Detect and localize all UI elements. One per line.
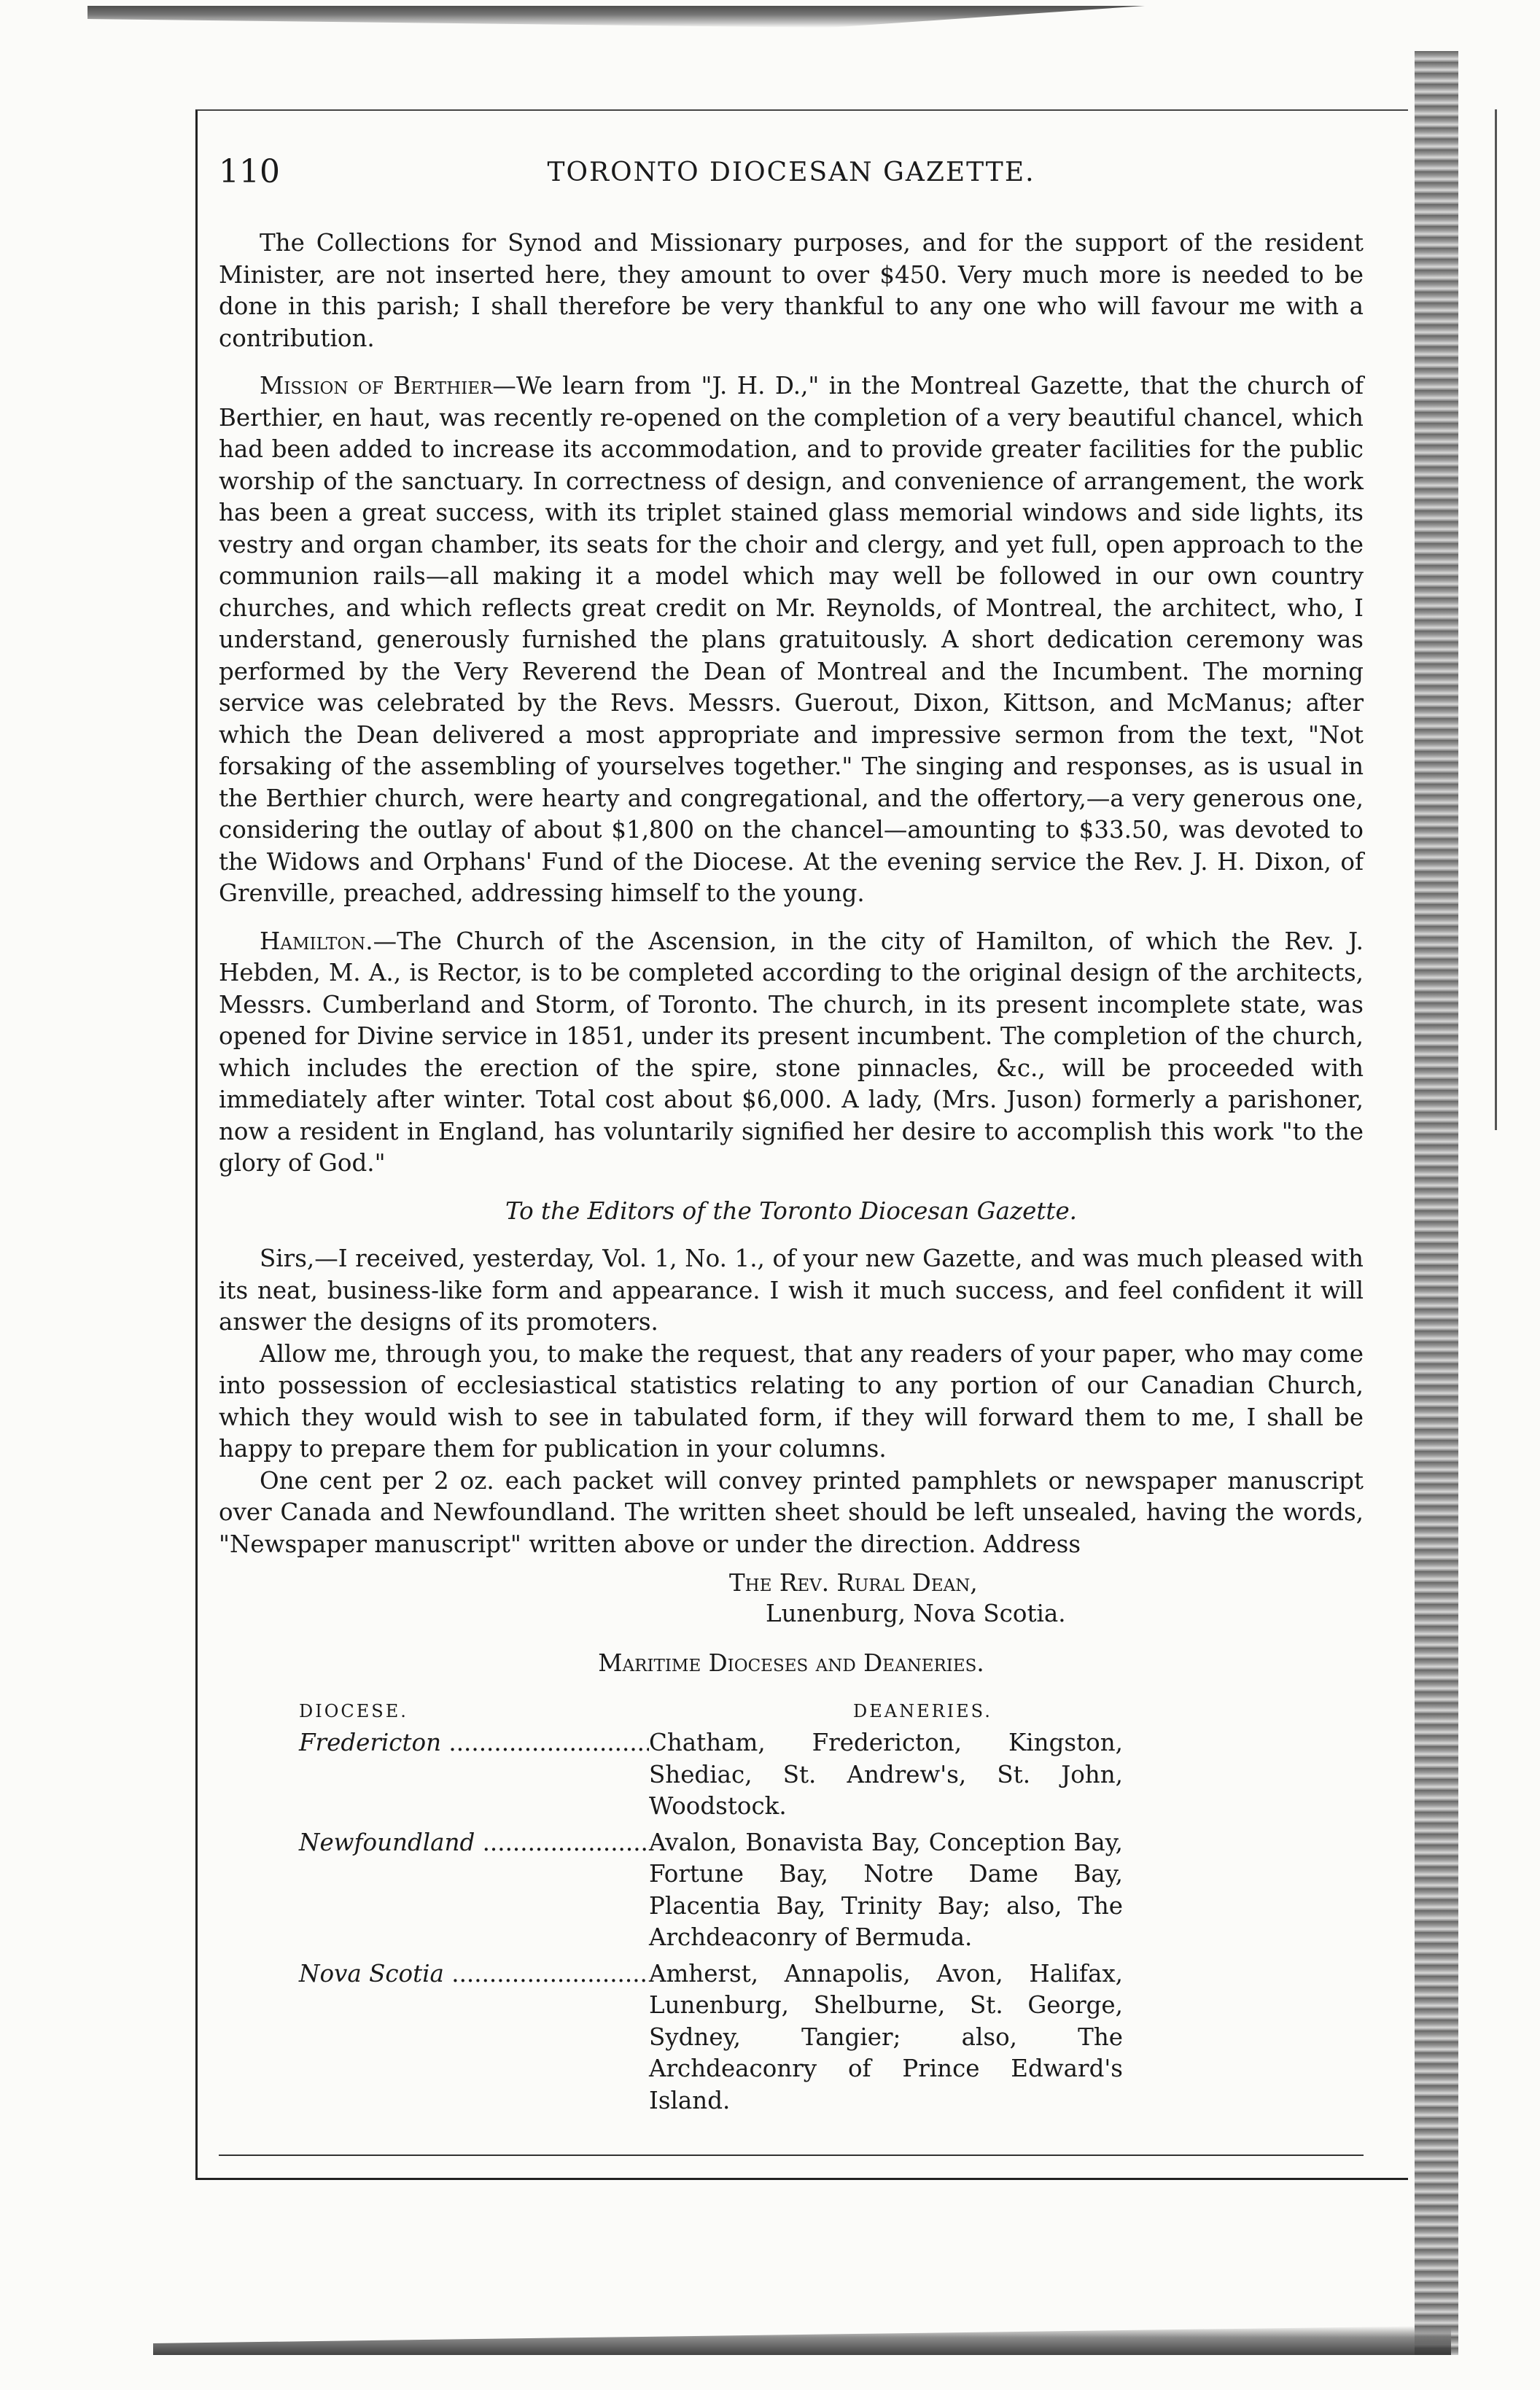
signature-place: Lunenburg, Nova Scotia. <box>766 1600 1066 1627</box>
table-cell-diocese: Fredericton ..... <box>219 1727 649 1823</box>
signature <box>219 1568 1364 1629</box>
scan-edge-bottom <box>153 2326 1451 2355</box>
table-row <box>219 1727 1364 1823</box>
page-number: 110 <box>219 153 280 190</box>
table-title: Maritime Dioceses and Deaneries. <box>598 1649 984 1677</box>
paragraph-berthier-text: —We learn from "J. H. D.," in the Montreal Gazette, that the church of Berthier, en haut, was recently re-opened on the completion of a very beautiful chancel, which had been added to increase its accommodation, and to provide greater facilities for the public worship of the sanctuary. In correctness of design, and convenience of arrangement, the work has been a great success, with its triplet stained glass memorial windows and side lights, its vestry and organ chamber, its seats for the choir and clergy, and yet full, open approach to the communion rails—all making it a model which may well be followed in our own country churches, and which reflects great credit on Mr. Reynolds, of Montreal, the architect, who, I understand, generously furnished the plans gratuitously. A short dedication ceremony was performed by the Very Reverend the Dean of Montreal and the Incumbent. The morning service was celebrated by the Revs. Messrs. Guerout, Dixon, Kittson, and McManus; after which the Dean delivered a most appropriate and impressive sermon from the text, "Not forsaking of the assembling of yourselves together." The singing and responses, as is usual in the Berthier church, were hearty and congregational, and the offertory,—a very generous one, considering the outlay of about $1,800 on the chancel—amounting to $33.50, was devoted to the Widows and Orphans' Fund of the Diocese. At the evening service the Rev. J. H. Dixon, of Grenville, preached, addressing himself to the young. <box>219 372 1364 907</box>
table-cell-deaneries: Avalon, Bonavista Bay, Conception Bay, Fortune Bay, Notre Dame Bay, Placentia Bay, Trinity Bay; also, The Archdeaconry of Bermuda. <box>649 1828 1123 1951</box>
paragraph-hamilton-text: —The Church of the Ascension, in the city of Hamilton, of which the Rev. J. Hebden, M. A., is Rector, is to be completed according to the original design of the architects, Messrs. Cumberland and Storm, of Toronto. The church, in its present incomplete state, was opened for Divine service in 1851, under its present incumbent. The completion of the church, which includes the erection of the spire, stone pinnacles, &c., will be proceeded with immediately after winter. Total cost about $6,000. A lady, (Mrs. Juson) formerly a parishoner, now a resident in England, has voluntarily signified her desire to accomplish this work "to the glory of God." <box>219 927 1364 1177</box>
scan-edge-right <box>1415 51 1458 2355</box>
running-title: TORONTO DIOCESAN GAZETTE. <box>547 157 1035 187</box>
table-cell-diocese: Nova Scotia ..... <box>219 1958 649 2117</box>
table-header <box>219 1696 1364 1728</box>
table-col-deaneries: DEANERIES. <box>853 1700 992 1721</box>
table-col-diocese: DIOCESE. <box>299 1700 408 1721</box>
paragraph-collections: The Collections for Synod and Missionary purposes, and for the support of the resident Minister, are not inserted here, they amount to over $450. Very much more is needed to be done in this parish; I shall therefore be very thankful to any one who will favour me with a contribution. <box>219 229 1364 352</box>
table-cell-deaneries: Amherst, Annapolis, Avon, Halifax, Lunenburg, Shelburne, St. George, Sydney, Tangier; also, The Archdeaconry of Prince Edward's Island. <box>649 1959 1123 2114</box>
table-row <box>219 1827 1364 1954</box>
letter-paragraph-3: One cent per 2 oz. each packet will convey printed pamphlets or newspaper manuscript over Canada and Newfoundland. The written sheet should be left unsealed, having the words, "Newspaper manuscript" written above or under the direction. Address <box>219 1466 1364 1558</box>
scan-edge-top <box>88 6 1145 28</box>
page-header <box>219 153 1364 197</box>
bottom-rule <box>219 2154 1364 2156</box>
section-heading-hamilton: Hamilton. <box>260 927 373 955</box>
scan-edge-line <box>1495 109 1497 1130</box>
paragraph-berthier <box>219 370 1364 910</box>
section-heading-berthier: Mission of Berthier <box>260 372 493 400</box>
letter-heading: To the Editors of the Toronto Diocesan Gazette. <box>505 1196 1078 1225</box>
signature-name: The Rev. Rural Dean, <box>729 1569 978 1597</box>
table-row <box>219 1958 1364 2117</box>
paragraph-hamilton <box>219 926 1364 1180</box>
letter-paragraph-1: Sirs,—I received, yesterday, Vol. 1, No. 1., of your new Gazette, and was much pleased with its neat, business-like form and appearance. I wish it much success, and feel confident it will answer the designs of its promoters. <box>219 1245 1364 1336</box>
text-column <box>219 227 1364 2121</box>
table-cell-deaneries: Chatham, Fredericton, Kingston, Shediac, St. Andrew's, St. John, Woodstock. <box>649 1729 1123 1820</box>
letter-paragraph-2: Allow me, through you, to make the request, that any readers of your paper, who may come into possession of ecclesiastical statistics relating to any portion of our Canadian Church, which they would wish to see in tabulated form, if they will forward them to me, I shall be happy to prepare them for publication in your columns. <box>219 1339 1364 1463</box>
table-cell-diocese: Newfoundland ..... <box>219 1827 649 1954</box>
